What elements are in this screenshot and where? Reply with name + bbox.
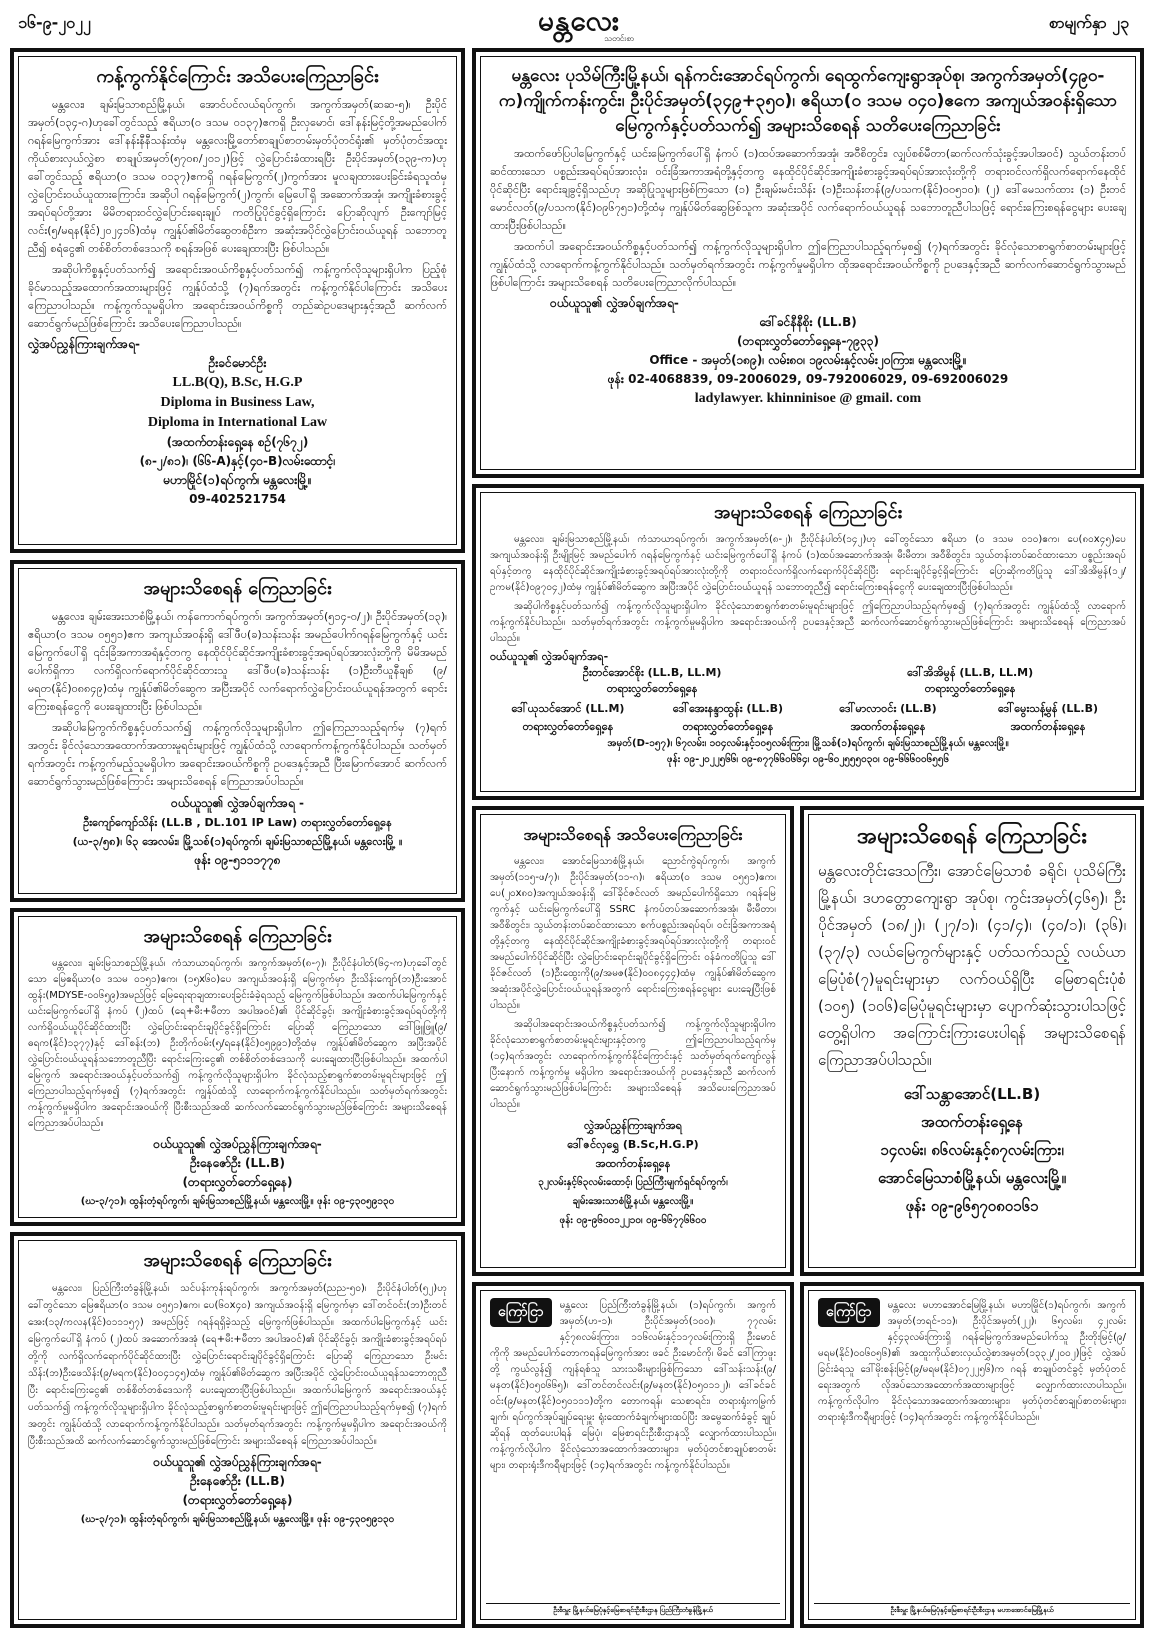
advert-stamp: ကြော်ငြာ	[818, 1298, 880, 1327]
phone-numbers: ဖုန်း 02-4068839, 09-2006029, 09-792006029, 09-692006029	[607, 372, 1009, 386]
email-address: ladylawyer. khinninisoe @ gmail. com	[694, 391, 922, 406]
masthead-logo: မန္တလေး	[537, 4, 621, 37]
office-address: အမှတ်(D-၁၅၇)၊ ၆၇လမ်း၊ ၁၀၄လမ်းနှင့်၁၀၅လမ်းကြား၊ မြို့သစ်(၁)ရပ်ကွက်၊ ချမ်းမြသာစည်မြို့နယ်၊ မန္တလေးမြို့။	[607, 738, 1009, 749]
lawyer-grid-row1	[490, 666, 1126, 698]
notice-title: အများသိစေရန် ကြေညာခြင်း	[143, 1250, 332, 1271]
lawyer-name: ဦးကျော်ကျော်သိန်း (LL.B , DL.101 IP Law) တရားလွှတ်တော်ရှေ့နေ	[83, 816, 392, 829]
lawyer-address: ၁၄လမ်း၊ ၈၆လမ်းနှင့်၈၇လမ်းကြား၊	[880, 1141, 1064, 1159]
paragraph: အဆိုပါကိစ္စနှင့်ပတ်သက်၍ ကန့်ကွက်လိုသူများရှိပါက ခိုင်လုံသောစာရွက်စာတမ်းမူရင်းများဖြင့် ဤကြေညာပါသည့်ရက်မှစ၍ (၇)ရက်အတွင်း ကျွန်ုပ်ထံသို့ လာရောက်ကန့်ကွက်နိုင်ပါသည်။ သတ်မှတ်ရက်အတွင်း ကန့်ကွက်မှုမရှိပါက အရောင်းအဝယ်ကို ဥပဒေနှင့်အညီ ဆက်လက်ဆောင်ရွက်သွားမည်ဖြစ်ကြောင်း အများသိစေရန် ကြေညာအပ်ပါသည်။	[490, 601, 1126, 644]
lawyer-role: တရားလွှတ်တော်ရှေ့နေ	[606, 682, 698, 695]
advert-footer: ဦးစီးမှူး မြို့နယ်မြေပုံနှင့်မြေစာရင်းဦးစီးဌာန ပြည်ကြီးတံခွန်မြို့နယ်	[486, 1603, 780, 1616]
paragraph: မန္တလေး၊ အောင်မြေသာစံမြို့နယ်၊ ညောင်ကွဲရပ်ကွက်၊ အကွက်အမှတ်(၁၁၅-ဖ/၇)၊ ဦးပိုင်အမှတ်(၁၁-ဂ)၊ ဧရိယာ(၀ ဒသမ ၀၅၅၁)ဧက၊ ပေ(၂၀x၈၀)အကျယ်အဝန်းရှိ ဒေါ်ခိုင်ဇင်လတ် အမည်ပေါက်ရှိသော ဂရန်မြေကွက်နှင့် ယင်းမြေကွက်ပေါ်ရှိ SSRC နံကပ်တပ်အဆောက်အအုံ၊ မီးမီတာ၊ အဝီစိတွင်း၊ သွယ်တန်းတပ်ဆင်ထားသော စက်ပစ္စည်းအရပ်ရပ်၊ ဝင်းခြံအကာအရံတို့နှင့်တကွ နေထိုင်ပိုင်ဆိုင်အကျိုးခံစားခွင့်အရပ်ရပ်အားလုံးတို့ကို တရားဝင်အမည်ပေါက်ပိုင်ဆိုင်ပြီး လွှဲပြောင်းရောင်းချပိုင်ခွင့်ရှိကြောင်း ဝန်ခံကတိပြုသူ ဒေါ်ခိုင်ဇင်လတ် (၁)ဦးထွေးကို(၉/အမဇ(နိုင်)၀၀၈၄၄၄)ထံမှ ကျွန်ုပ်၏မိတ်ဆွေက အဆုံးအပိုင်လွှဲပြောင်းဝယ်ယူရန်အတွက် ရောင်းကြေးစရန်ငွေများ ပေးချေပြီးဖြစ်ပါသည်။	[490, 856, 776, 1011]
lawyer-role: တရားလွှတ်တော်ရှေ့နေ	[924, 682, 1016, 695]
paragraph: အထက်ပါ အရောင်းအဝယ်ကိစ္စနှင့်ပတ်သက်၍ ကန့်ကွက်လိုသူများရှိပါက ဤကြေညာပါသည့်ရက်မှစ၍ (၇)ရက်အတွင်း ခိုင်လုံသောစာရွက်စာတမ်းများဖြင့် ကျွန်ုပ်ထံသို့ လာရောက်ကန့်ကွက်နိုင်ပါသည်။ သတ်မှတ်ရက်အတွင်း ကန့်ကွက်မှုမရှိပါက ထိုအရောင်းအဝယ်ကိစ္စကို ဥပဒေနှင့်အညီ ဆက်လက်ဆောင်ရွက်သွားမည်ဖြစ်ပါကြောင်း အများသိစေရန် သတိပေးကြေညာလိုက်ပါသည်။	[490, 240, 1126, 289]
lawyer-role: အထက်တန်းရှေ့နေ	[1010, 720, 1086, 733]
lawyer-qualification: LL.B(Q), B.Sc, H.G.P	[172, 375, 303, 390]
notice-title: အများသိစေရန် အသိပေးကြေညာခြင်း	[523, 825, 743, 844]
lawyer-phone: 09-402521754	[189, 492, 286, 506]
signature-label: ဝယ်ယူသူ၏ လွှဲအပ်ချက်အရ-	[550, 296, 679, 310]
notice-public-3	[10, 560, 465, 902]
lawyer-phone: ဖုန်း ၀၉-၅၁၁၁၇၇၈	[194, 853, 281, 867]
lawyer-role: (တရားလွှတ်တော်ရှေ့နေ-၇၉၃၃)	[737, 334, 879, 348]
lawyer-address: (ယ-၃/၅၈)၊ ၆၃ အေလမ်း၊ မြို့သစ်(၁)ရပ်ကွက်၊ ချမ်းမြသာစည်မြို့နယ်၊ မန္တလေးမြို့ ။	[72, 835, 403, 848]
notice-objection-1	[10, 48, 465, 553]
lawyer-name: ဒေါ်ယုသင်အောင် (LL.M)	[511, 702, 625, 715]
paragraph: အဆိုပါအရောင်းအဝယ်ကိစ္စနှင့်ပတ်သက်၍ ကန့်ကွက်လိုသူများရှိပါက ခိုင်လုံသောစာရွက်စာတမ်းမူရင်းများနှင့်တကွ ဤကြေညာပါသည့်ရက်မှ (၁၄)ရက်အတွင်း လာရောက်ကန့်ကွက်နိုင်ကြောင်းနှင့် သတ်မှတ်ရက်ကျော်လွန်ပြီးနောက် ကန့်ကွက်မှု မရှိပါက အရောင်းအဝယ်ကို ဥပဒေနှင့်အညီ ဆက်လက်ဆောင်ရွက်သွားမည်ဖြစ်ပါကြောင်း အများသိစေရန် အသိပေးကြေညာအပ်ပါသည်။	[490, 1019, 776, 1110]
notice-body: မန္တလေးတိုင်းဒေသကြီး၊ အောင်မြေသာစံ ခရိုင်၊ ပုသိမ်ကြီးမြို့နယ်၊ ဒဟတ္တောကျေးရွာ အုပ်စု၊ ကွင်းအမှတ်(၄၆၅)၊ ဦးပိုင်အမှတ် (၁၈/၂)၊ (၂၇/၁)၊ (၄၁/၄)၊ (၄၀/၁)၊ (၃၆)၊ (၃၇/၃) လယ်မြေကွက်များနှင့် ပတ်သက်သည့် လယ်ယာမြေပုံစံ(၇)မူရင်းများမှာ လက်ဝယ်ရှိပြီး မြေစာရင်းပုံစံ (၁၀၅) (၁၀၆)မြေပုံမူရင်းများမှာ ပျောက်ဆုံးသွားပါသဖြင့် တွေ့ရှိပါက အကြောင်းကြားပေးပါရန် အများသိစေရန် ကြေညာအပ်ပါသည်။	[818, 862, 1126, 1069]
signature-label: ဝယ်ယူသူ၏ လွှဲအပ်ချက်အရ-	[490, 650, 609, 663]
lawyer-phone: ဖုန်း ၀၉-၉၆၅၇၀၈၀၁၆၁	[905, 1197, 1039, 1215]
lawyer-qualification: Diploma in Business Law,	[160, 395, 315, 410]
header-page-number: စာမျက်နှာ ၂၃	[1048, 13, 1129, 32]
lawyer-role: တရားလွှတ်တော်ရှေ့နေ	[522, 720, 614, 733]
lawyer-role: အထက်တန်းရှေ့နေ	[850, 720, 926, 733]
notice-advert-10	[800, 1282, 1144, 1628]
notice-title: အများသိစေရန် ကြေညာခြင်း	[143, 926, 332, 947]
notice-body	[28, 608, 447, 791]
lawyer-role: အထက်တန်းရှေ့နေ	[595, 1157, 671, 1170]
lawyer-name: ဦးတင်အောင်စိုး (LL.B, LL.M)	[582, 666, 722, 679]
lawyer-role: (တရားလွှတ်တော်ရှေ့နေ)	[182, 1493, 293, 1507]
masthead-sub: သတင်းစာ	[604, 34, 634, 43]
lawyer-name: ဒေါ်ဇင်လှရွှေ (B.Sc,H.G.P)	[567, 1138, 699, 1151]
lawyer-address: အောင်မြေသာစံမြို့နယ်၊ မန္တလေးမြို့။	[877, 1169, 1067, 1187]
notice-public-5	[10, 1232, 465, 1628]
lawyer-name: ဒေါ်အိအိမွန် (LL.B, LL.M)	[907, 666, 1034, 679]
office-address: Office - အမှတ်(၁၈၉)၊ လမ်း၈၀၊ ၁၉လမ်းနှင့်လမ်း၂၀ကြား၊ မန္တလေးမြို့။	[649, 353, 967, 367]
lawyer-entry	[907, 666, 1033, 698]
paragraph: အထက်ဖော်ပြပါမြေကွက်နှင့် ယင်းမြေကွက်ပေါ်ရှိ နံကပ် (၁)ထပ်အဆောက်အအုံ၊ အဝီစိတွင်း၊ လျှပ်စစ်မီတာ(ဆက်လက်သုံးခွင့်အပါအဝင်) သွယ်တန်းတပ်ဆင်ထားသော ပစ္စည်းအရပ်ရပ်အားလုံး၊ ဝင်းခြံအကာအရံတို့နှင့်တကွ နေထိုင်ပိုင်ဆိုင်အကျိုးခံစားခွင့်အရပ်ရပ်အားလုံးတို့ကို တရားဝင်လက်ရှိလက်ရောက်နေထိုင်ပိုင်ဆိုင်ပြီး ရောင်းချခွင့်ရှိသည်ဟု အဆိုပြုသူများဖြစ်ကြသော (၁) ဦးချမ်းမင်းသိန်း (၁)ဦးသန်းတန်(၉/ပသက(နိုင်)၀၀၅၁၀)၊ (၂) ဒေါ်မေသက်ထား (၁) ဦးတင်မောင်လတ်(၉/ပသက(နိုင်)၀၉၆၇၅၁)တို့ထံမှ ကျွန်ုပ်မိတ်ဆွေဖြစ်သူက အဆုံးအပိုင် လက်ရောက်ဝယ်ယူရန် သဘောတူညီပါသဖြင့် ရောင်းကြေးစရန်ငွေများ ပေးချေထားပြီးဖြစ်ပါသည်။	[490, 147, 1126, 232]
lawyer-address: (ဃ-၃/၇၁)၊ ထွန်းတံ့ရပ်ကွက်၊ ချမ်းမြသာစည်မြို့နယ်၊ မန္တလေးမြို့။ ဖုန်း ၀၉-၄၃၀၅၉၁၃၀	[80, 1196, 395, 1207]
lawyer-role: (အထက်တန်းရှေ့နေ စဥ်(၇၆၇၂)	[166, 435, 309, 449]
notice-advert-9	[472, 1282, 794, 1628]
paragraph: မန္တလေး၊ ချမ်းမြသာစည်မြို့နယ်၊ ကံသာယာရပ်ကွက်၊ အကွက်အမှတ်(၈-၂)၊ ဦးပိုင်နံပါတ်(၁၄၂)ဟု ခေါ်တွင်သော ဧရိယာ (၀ ဒသမ ၀၁၀)ဧက၊ ပေ(၈၀x၄၅)ပေ အကျယ်အဝန်းရှိ ဦးမျိုးမြင့် အမည်ပေါက် ဂရန်မြေကွက်နှင့် ယင်းမြေကွက်ပေါ်ရှိ နံကပ် (၁)ထပ်အဆောက်အအုံ၊ မီးမီတာ၊ အဝီစိတွင်း၊ သွယ်တန်းတပ်ဆင်ထားသော ပစ္စည်းအရပ်ရပ်နှင့်တကွ နေထိုင်ပိုင်ဆိုင်အကျိုးခံစားခွင့်အရပ်ရပ်အားလုံးတို့ကို တရားဝင်လက်ရှိလက်ရောက်ပိုင်ဆိုင်ပြီး ရောင်းချပိုင်ခွင့်ရှိကြောင်း ပြောဆိုကတိပြုသူ ဒေါ်အိအိမွန်(၁၂/ဥကမ(နိုင်)၀၉၇၀၄၂)ထံမှ ကျွန်ုပ်၏မိတ်ဆွေက အပြီးအပိုင် လွှဲပြောင်းဝယ်ယူရန် သဘောတူညီ၍ ရောင်းကြေးစရန်ငွေကို ပေးချေထားပြီးဖြစ်ပါသည်။	[490, 534, 1126, 593]
lawyer-address: မဟာမြိုင်(၁)ရပ်ကွက်၊ မန္တလေးမြို့။	[163, 473, 312, 487]
lawyer-name: ဒေါ်မာလာဝင်း (LL.B)	[839, 702, 937, 715]
lawyer-qualification: Diploma in International Law	[147, 415, 328, 430]
lawyer-address: ချမ်းအေးသာစံမြို့နယ်၊ မန္တလေးမြို့။	[572, 1196, 694, 1207]
signature-label: လွှဲအပ်ညွှန်ကြားချက်အရ-	[28, 337, 140, 351]
signature-label: လွှဲအပ်ညွှန်ကြားချက်အရ	[583, 1119, 683, 1132]
notice-public-4	[10, 908, 465, 1226]
notice-body	[490, 532, 1126, 647]
phone-numbers: ဖုန်း ၀၉-၂၀၂၂၅၆၆၊ ၀၉-၈၇၇၆၆၀၆၆၄၊ ၀၉-၆၀၂၅၅၅၀၃၀၊ ၀၉-၆၆၆၀၀၆၅၅၆	[666, 754, 950, 765]
notice-body	[28, 1280, 447, 1450]
notice-body	[490, 145, 1126, 292]
lawyer-phone: ဖုန်း ၀၉-၉၆၀၀၁၂၂၁၀၊ ၀၉-၆၆၇၇၆၆၀၀	[559, 1215, 707, 1226]
notice-title: အများသိစေရန် ကြေညာခြင်း	[857, 824, 1087, 849]
notice-body	[28, 956, 447, 1132]
paragraph: အဆိုပါမြေကွက်ကိစ္စနှင့်ပတ်သက်၍ ကန့်ကွက်လိုသူများရှိပါက ဤကြေညာသည့်ရက်မှ (၇)ရက်အတွင်း ခိုင်လုံသောအထောက်အထားမူရင်းများဖြင့် ကျွန်ုပ်ထံသို့ လာရောက်ကန့်ကွက်နိုင်ပါသည်။ သတ်မှတ်ရက်အတွင်း ကန့်ကွက်မည့်သူမရှိပါက အရောင်းအဝယ်ကိစ္စကို ဥပဒေနှင့်အညီ ပြီးမြောက်အောင် ဆက်လက်ဆောင်ရွက်သွားမည်ဖြစ်ကြောင်း အများသိစေရန် ကြေညာအပ်ပါသည်။	[28, 721, 447, 788]
lawyer-role: တရားလွှတ်တော်ရှေ့နေ	[682, 720, 774, 733]
notice-public-7	[472, 806, 794, 1276]
lawyer-address: (ဃ-၃/၇၁)၊ ထွန်းတံ့ရပ်ကွက်၊ ချမ်းမြသာစည်မြို့နယ်၊ မန္တလေးမြို့။ ဖုန်း ၀၉-၄၃၀၅၉၁၃၀	[80, 1514, 395, 1525]
advert-stamp: ကြော်ငြာ	[490, 1298, 552, 1327]
lawyer-name: ဦးနေဇော်ဦး (LL.B)	[190, 1474, 285, 1488]
notice-title: အများသိစေရန် ကြေညာခြင်း	[713, 502, 903, 523]
lawyer-name: ဒေါ်မွေးသန့်မွန် (LL.B)	[997, 702, 1099, 715]
masthead	[504, 6, 654, 46]
paragraph: အဆိုပါကိစ္စနှင့်ပတ်သက်၍ အရောင်းအဝယ်ကိစ္စနှင့်ပတ်သက်၍ ကန့်ကွက်လိုသူများရှိပါက ပြည့်စုံခိုင်မာသည့်အထောက်အထားများဖြင့် ကျွန်ုပ်ထံသို့ (၇)ရက်အတွင်း ကန့်ကွက်နိုင်ပါကြောင်း အသိပေးကြေညာပါသည်။ ကန့်ကွက်သူမရှိပါက အရောင်းအဝယ်ကိစ္စကို တည်ဆဲဥပဒေများနှင့်အညီ ဆက်လက်ဆောင်ရွက်မည်ဖြစ်ကြောင်း အသိပေးကြေညာပါသည်။	[28, 263, 447, 330]
lawyer-name: ဦးနေဇော်ဦး (LL.B)	[190, 1156, 285, 1170]
lawyer-name: ဒေါ်ခင်နီနီစိုး (LL.B)	[759, 315, 857, 329]
notice-public-6	[472, 484, 1144, 800]
notice-title: မန္တလေး ပုသိမ်ကြီးမြို့နယ်၊ ရန်ကင်းအောင်ရပ်ကွက်၊ ရေထွက်ကျေးရွာအုပ်စု၊ အကွက်အမှတ်(၄၉၀-က)ကျိုက်ကန်းကွင်း၊ ဦးပိုင်အမှတ်(၃၄၉+၃၅၀)၊ ဧရိယာ(၀ ဒသမ ၀၄၀)ဧကေ အကျယ်အဝန်းရှိသော မြေကွက်နှင့်ပတ်သက်၍ အများသိစေရန် သတိပေးကြေညာခြင်း	[498, 66, 1118, 136]
lawyer-name: ဒေါ်သန္တာအောင်(LL.B)	[903, 1085, 1041, 1103]
lawyer-entry	[583, 666, 722, 698]
paragraph: မန္တလေး၊ ချမ်းမြသာစည်မြို့နယ်၊ ကံသာယာရပ်ကွက်၊ အကွက်အမှတ်(၈-၇)၊ ဦးပိုင်နံပါတ်(၆၄-က)ဟုခေါ်တွင်သော မြေဧရိယာ(၀ ဒသမ ၀၁၅၁)ဧက၊ (၁၅x၆၀)ပေ အကျယ်အဝန်းရှိ မြေကွက်မှာ ဦးသိန်းကျော်(ဘ)ဦးအောင်ထွန်း(MDYSE-၀၀၆၅၉)အမည်ဖြင့် မြေရေးရာချထားပေးခြင်းခံခဲ့ရသည့် မြေကွက်ဖြစ်ပါသည်။ အထက်ပါမြေကွက်နှင့် ယင်းမြေကွက်ပေါ်ရှိ နံကပ် (၂)ထပ် (ရေ+မီး+မီတာ အပါအဝင်)၏ ပိုင်ဆိုင်ခွင့်၊ အကျိုးခံစားခွင့်အရပ်ရပ်တို့ကို လက်ရှိဝယ်ယူပိုင်ဆိုင်ထားပြီး လွှဲပြောင်းရောင်းချပိုင်ခွင့်ရှိကြောင်း ပြောဆို ကြေညာသော ဒေါ်ဖြူဖြူ(၉/ဓရက(နိုင်)၁၃၇၇)နှင့် ဒေါ်စန်း(ဘ) ဦးတိုက်ဝမ်း(၅/ရနေ(နိုင်)၀၅၉၉၁)တို့ထံမှ ကျွန်ုပ်၏မိတ်ဆွေက အပြီးအပိုင် လွှဲပြောင်းဝယ်ယူရန်သဘောတူညီပြီး ရောင်းကြေးငွေ၏ တစ်စိတ်တစ်ဒေသကို ပေးချေထားပြီးဖြစ်ပါသည်။ အထက်ပါမြေကွက် အရောင်းအဝယ်နှင့်ပတ်သက်၍ ကန့်ကွက်လိုသူများရှိပါက ခိုင်လုံသည့်စာရွက်စာတမ်းမူရင်းများဖြင့် ဤကြေညာပါသည့်ရက်မှစ၍ (၇)ရက်အတွင်း ကျွန်ုပ်ထံသို့ လာရောက်ကန့်ကွက်နိုင်ပါသည်။ သတ်မှတ်ရက်အတွင်း ကန့်ကွက်မှုမရှိပါက အရောင်းအဝယ်ကို ပြီးစီးသည်အထိ ဆက်လက်ဆောင်ရွက်သွားမည်ဖြစ်ကြောင်း အများသိစေရန် ကြေညာအပ်ပါသည်။	[28, 958, 447, 1129]
lawyer-name: ဦးခင်မောင်ဦး	[208, 356, 267, 370]
signature-label: ဝယ်ယူသူ၏ လွှဲအပ်ချက်အရ -	[170, 796, 305, 810]
notice-public-8	[800, 806, 1144, 1276]
notice-body: မန္တလေး မဟာအောင်မြေမြို့နယ်၊ မဟာမြိုင်(၁)ရပ်ကွက်၊ အကွက်အမှတ်(ဘရင်-၁၁)၊ ဦးပိုင်အမှတ်(၂၂)၊ ၆၅လမ်း၊ ၄၂လမ်းနှင့်၄၃လမ်းကြားရှိ ဂရန်မြေကွက်အမည်ပေါက်သူ ဦးတိုးမြင့်(၉/မရမ(နိုင်)၀၀၆၀၅၆)၏ အထူးကိုယ်စားလှယ်လွှဲစာအမှတ်(၁၃၃၂/၂၀၀၂)ဖြင့် လွှဲအပ်ခြင်းခံရသူ ဒေါ်မိုးစန်းမြင့်(၉/မရမ(နိုင်)၀၇၂၂၅၆)က ဂရန် စာချုပ်တင်ခွင့် မှတ်ပုံတင်ရေးအတွက် လိုအပ်သောအထောက်အထားများဖြင့် လျှောက်ထားလာပါသည်။ ကန့်ကွက်လိုပါက ခိုင်လုံသောအထောက်အထားများ၊ မှတ်ပုံတင်စာချုပ်စာတမ်းများ၊ တရားရုံးဒီကရီများဖြင့် (၁၄)ရက်အတွင်း ကန့်ကွက်နိုင်ပါသည်။	[818, 1300, 1126, 1423]
advert-footer: ဦးစီးမှူး မြို့နယ်မြေပုံနှင့်မြေစာရင်းဦးစီးဌာန မဟာအောင်မြေမြို့နယ်	[814, 1603, 1130, 1616]
paragraph: မန္တလေး၊ ချမ်းအေးသာစံမြို့နယ်၊ ကန်ကောက်ရပ်ကွက်၊ အကွက်အမှတ်(၅၁၄-ဝ/၂)၊ ဦးပိုင်အမှတ်(၁၃)၊ ဧရိယာ(၀ ဒသမ ၀၅၅၁)ဧက အကျယ်အဝန်းရှိ ဒေါ်ဖီပ(ခ)သန်းသန်း အမည်ပေါက်ဂရန်မြေကွက်နှင့် ယင်းမြေကွက်ပေါ်ရှိ ၎င်းခြံအကာအရံနှင့်တကွ နေထိုင်ပိုင်ဆိုင်အကျိုးခံစားခွင့်အရပ်ရပ်အားလုံးတို့ကို မိမိအမည်ပေါက်ရှိကာ လက်ရှိလက်ရောက်ပိုင်ဆိုင်ထားသူ ဒေါ်ဖီပ(ခ)သန်းသန်း (၁)ဦးတီယူနီချစ် (၉/မရတ(နိုင်)၀၈၈၄၉)ထံမှ ကျွန်ုပ်၏မိတ်ဆွေက အပြီးအပိုင် လက်ရောက်လွှဲပြောင်းဝယ်ယူရန်အတွက် ရောင်းကြေးစရန်ငွေကို ပေးချေထားပြီး ဖြစ်ပါသည်။	[28, 610, 447, 713]
lawyer-address: ၃၂လမ်းနှင့်၆၃လမ်းထောင့်၊ ပြည်ကြီးမျက်ရှင်ရပ်ကွက်၊	[538, 1177, 728, 1188]
lawyer-role: အထက်တန်းရှေ့နေ	[920, 1113, 1024, 1131]
notice-body	[490, 854, 776, 1113]
notice-body	[28, 96, 447, 333]
lawyer-name: ဒေါ်အေးနန္ဒာထွန်း (LL.B)	[672, 702, 784, 715]
signature-label: ဝယ်ယူသူ၏ လွှဲအပ်ညွှန်ကြားချက်အရ-	[153, 1137, 322, 1151]
signature-label: ဝယ်ယူသူ၏ လွှဲအပ်ညွှန်ကြားချက်အရ-	[153, 1455, 322, 1469]
lawyer-grid-row2	[490, 702, 1126, 736]
paragraph: မန္တလေး၊ ချမ်းမြသာစည်မြို့နယ်၊ အောင်ပင်လယ်ရပ်ကွက်၊ အကွက်အမှတ်(ဆဆ-၅)၊ ဦးပိုင်အမှတ်(၁၃၄-ဂ)ဟုခေါ်တွင်သည့် ဧရိယာ(၀ ဒသမ ၀၁၃၇)ဧကရှိ ဦးလှမောင်၊ ဒေါ်နန်းမြင့်တို့အမည်ပေါက် ဂရန်မြေကွက်အား ဒေါ်နန်းနီနီသန်းထံမှ မန္တလေးမြို့တော်စာချုပ်စာတမ်းမှတ်ပုံတင်ရုံး၏ မှတ်ပုံတင်အထူးကိုယ်စားလှယ်လွှဲစာ စာချုပ်အမှတ်(၅၇၀၈/၂၀၁၂)ဖြင့် လွှဲပြောင်းခံထားရပြီး ဦးပိုင်အမှတ်(၁၃၉-က)ဟုခေါ်တွင်သည့် ဧရိယာ(၀ ဒသမ ၀၁၃၇)ဧကရှိ ဂရန်မြေကွက်(၂)ကွက်အား မူလချထားပေးခြင်းခံရသူထံမှ လွှဲပြောင်းဝယ်ယူထားကြောင်း၊ အဆိုပါ ဂရန်မြေကွက်(၂)ကွက်၊ မြေပေါ်ရှိ အဆောက်အအုံ၊ အကျိုးခံစားခွင့်အရပ်ရပ်တို့အား မိမိတရားဝင်လွှဲပြောင်းရေးချုပ် ကတိပြုပိုင်ခွင့်ရှိကြောင်း ပြောဆိုလျက် ဦးကျော်မြင့်လင်း(၅/မရန(နိုင်)၂၀၂၄၁၆)ထံမှ ကျွန်ုပ်၏မိတ်ဆွေတစ်ဦးက အဆုံးအပိုင်လွှဲပြောင်းဝယ်ယူရန် သဘောတူညီ၍ စရံငွေ၏ တစ်စိတ်တစ်ဒေသကို စရန်အဖြစ် ပေးချေထားပြီး ဖြစ်ပါသည်။	[28, 98, 447, 255]
paragraph: မန္တလေး၊ ပြည်ကြီးတံခွန်မြို့နယ်၊ သင်ပန်းကုန်းရပ်ကွက်၊ အကွက်အမှတ်(ညည-၅၀)၊ ဦးပိုင်နံပါတ်(၅၂)ဟုခေါ်တွင်သော မြေဧရိယာ(၀ ဒသမ ၀၅၅၁)ဧက၊ ပေ(၆၀x၄၀) အကျယ်အဝန်းရှိ မြေကွက်မှာ ဒေါ်တင်ဝင်း(ဘ)ဦးတင်အေး(၁၃/ကလန(နိုင်)၀၁၁၁၅၇) အမည်ဖြင့် ဂရန်ရရှိခဲ့သည့် မြေကွက်ဖြစ်ပါသည်။ အထက်ပါမြေကွက်နှင့် ယင်းမြေကွက်ပေါ်ရှိ နံကပ် (၂)ထပ် အဆောက်အအုံ (ရေ+မီး+မီတာ အပါအဝင်)၏ ပိုင်ဆိုင်ခွင့်၊ အကျိုးခံစားခွင့်အရပ်ရပ်တို့ကို လက်ရှိလက်ရောက်ပိုင်ဆိုင်ထားပြီး လွှဲပြောင်းရောင်းချပိုင်ခွင့်ရှိကြောင်း ပြောဆို ကြေညာသော ဦးမင်းသိန်း(ဘ)ဦးဖေသိန်း(၉/မရက(နိုင်)၀၀၄၁၄၅)ထံမှ ကျွန်ုပ်၏မိတ်ဆွေက အပြီးအပိုင် လွှဲပြောင်းဝယ်ယူရန်သဘောတူညီပြီး ရောင်းကြေးငွေ၏ တစ်စိတ်တစ်ဒေသကို ပေးချေထားပြီးဖြစ်ပါသည်။ အထက်ပါမြေကွက် အရောင်းအဝယ်နှင့်ပတ်သက်၍ ကန့်ကွက်လိုသူများရှိပါက ခိုင်လုံသည့်စာရွက်စာတမ်းမူရင်းများဖြင့် ဤကြေညာပါသည့်ရက်မှစ၍ (၇)ရက်အတွင်း ကျွန်ုပ်ထံသို့ လာရောက်ကန့်ကွက်နိုင်ပါသည်။ သတ်မှတ်ရက်အတွင်း ကန့်ကွက်မှုမရှိပါက အရောင်းအဝယ်ကို ပြီးစီးသည်အထိ ဆက်လက်ဆောင်ရွက်သွားမည်ဖြစ်ကြောင်း အများသိစေရန် ကြေညာအပ်ပါသည်။	[28, 1283, 447, 1447]
notice-title: ကန့်ကွက်နိုင်ကြောင်း အသိပေးကြေညာခြင်း	[96, 66, 379, 87]
notice-title: အများသိစေရန် ကြေညာခြင်း	[143, 578, 332, 599]
notice-body: မန္တလေး ပြည်ကြီးတံခွန်မြို့နယ်၊ (၁)ရပ်ကွက်၊ အကွက်အမှတ်(ဟ-၁)၊ ဦးပိုင်အမှတ်(၁၀၀)၊ ၇၇လမ်းနှင့်၇၈လမ်းကြား၊ ၁၁၆လမ်းနှင့်၁၁၇လမ်းကြားရှိ ဦးမောင်ကိုကို အမည်ပေါက်တောကရန်မြေကွက်အား ဖခင် ဦးမောင်ကို၊ မိခင် ဒေါ်ကြာဖူးတို့ ကွယ်လွန်၍ ကျန်ရစ်သူ သားသမီးများဖြစ်ကြသော ဒေါ်သန်းသန်း(၉/မနတ(နိုင်)၀၅၀၆၆၅)၊ ဒေါ်တင်တင်လင်း(၉/မနတ(နိုင်)၀၅၀၁၁၂)၊ ဒေါ်ခင်ခင်ဝင်း(၉/မနတ(နိုင်)၀၅၀၁၁၁)တို့က တောကရန်၊ သေစာရင်း၊ တရားရုံးကမြွက်ချက်၊ ရပ်ကွက်အုပ်ချုပ်ရေးမှူး ရုံးထောက်ခံချက်များထပ်ပြီး အမွေဆက်ခံခွင့် ချုပ်ဆိုရန် ထုတ်ပေးပါရန် မြေပုံ၊ မြေစာရင်းဦးစီးဌာနသို့ လျှောက်ထားပါသည်။ ကန့်ကွက်လိုပါက ခိုင်လုံသောအထောက်အထားများ၊ မှတ်ပုံတင်စာချုပ်စာတမ်းများ၊ တရားရုံးဒီကရီများဖြင့် (၁၄)ရက်အတွင်း ကန့်ကွက်နိုင်ပါသည်။	[490, 1300, 776, 1471]
lawyer-role: (တရားလွှတ်တော်ရှေ့နေ)	[182, 1175, 293, 1189]
notice-warning-land	[472, 48, 1144, 478]
header-date: ၁၆-၉-၂၀၂၂	[18, 13, 91, 32]
lawyer-address: (၈-၂/၈၁)၊ (၆၆-A)နှင့်(၄၀-B)လမ်းထောင့်၊	[139, 454, 336, 468]
